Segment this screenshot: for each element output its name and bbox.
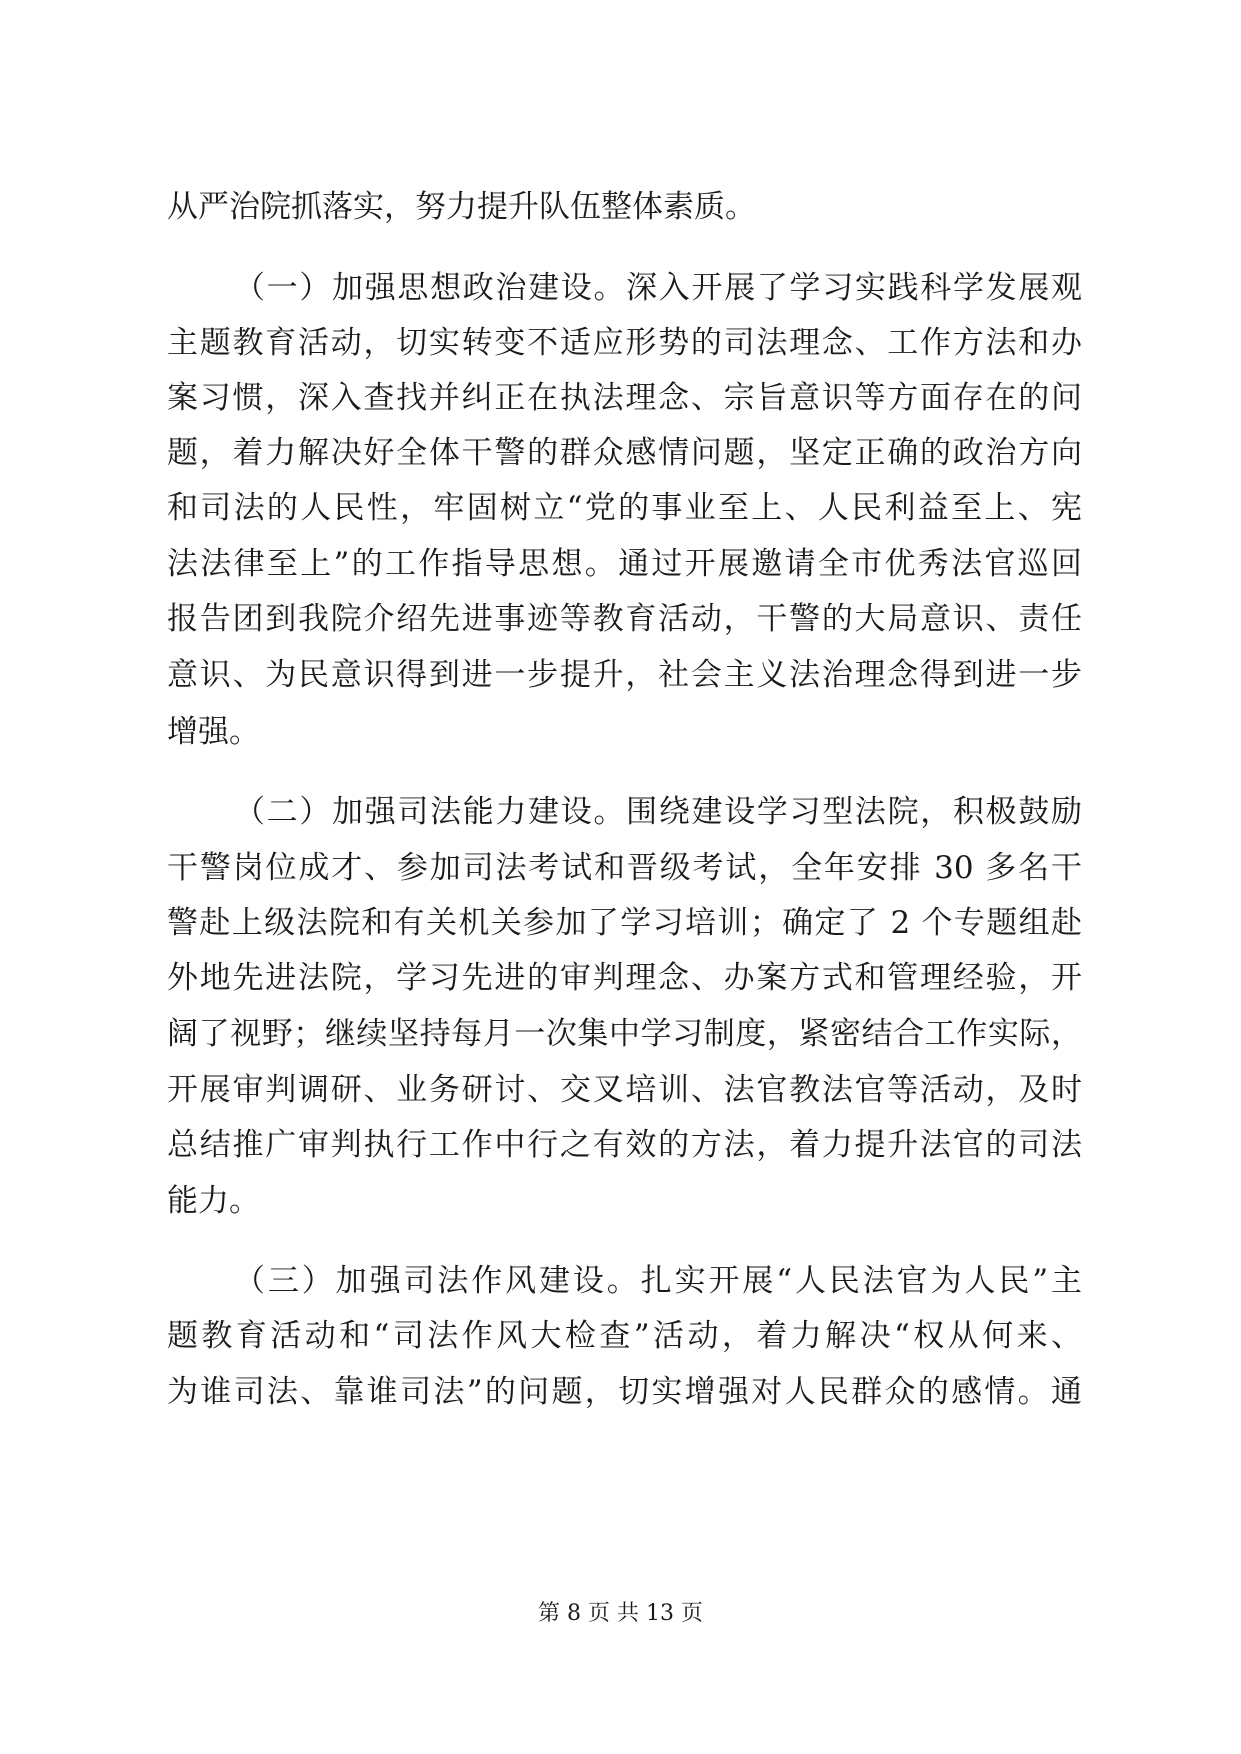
text-line: 报告团到我院介绍先进事迹等教育活动，干警的大局意识、责任: [167, 601, 1082, 637]
paragraph-heading-line: （二）加强司法能力建设。围绕建设学习型法院，积极鼓励: [234, 794, 1082, 830]
page-number: 第 8 页 共 13 页: [538, 1601, 703, 1626]
text-line: 主题教育活动，切实转变不适应形势的司法理念、工作方法和办: [167, 325, 1082, 361]
text-line: 法法律至上”的工作指导思想。通过开展邀请全市优秀法官巡回: [167, 546, 1082, 582]
text-line: 增强。: [167, 714, 260, 750]
text-line: 总结推广审判执行工作中行之有效的方法，着力提升法官的司法: [167, 1127, 1082, 1163]
text-line: 题，着力解决好全体干警的群众感情问题，坚定正确的政治方向: [167, 435, 1082, 471]
text-line: 案习惯，深入查找并纠正在执法理念、宗旨意识等方面存在的问: [167, 380, 1082, 416]
text-line: 从严治院抓落实，努力提升队伍整体素质。: [167, 189, 756, 225]
text-line: 干警岗位成才、参加司法考试和晋级考试，全年安排 30 多名干: [167, 850, 1082, 886]
text-line: 警赴上级法院和有关机关参加了学习培训；确定了 2 个专题组赴: [167, 905, 1082, 941]
text-line: 和司法的人民性，牢固树立“党的事业至上、人民利益至上、宪: [167, 490, 1082, 526]
text-line: 阔了视野；继续坚持每月一次集中学习制度，紧密结合工作实际，: [167, 1016, 1082, 1052]
paragraph-heading-line: （三）加强司法作风建设。扎实开展“人民法官为人民”主: [234, 1263, 1082, 1299]
text-line: 外地先进法院，学习先进的审判理念、办案方式和管理经验，开: [167, 960, 1082, 996]
text-line: 意识、为民意识得到进一步提升，社会主义法治理念得到进一步: [167, 657, 1082, 693]
text-line: 题教育活动和“司法作风大检查”活动，着力解决“权从何来、: [167, 1318, 1082, 1354]
paragraph-heading-line: （一）加强思想政治建设。深入开展了学习实践科学发展观: [234, 270, 1082, 306]
text-line: 开展审判调研、业务研讨、交叉培训、法官教法官等活动，及时: [167, 1072, 1082, 1108]
text-line: 能力。: [167, 1183, 260, 1219]
text-line: 为谁司法、靠谁司法”的问题，切实增强对人民群众的感情。通: [167, 1374, 1082, 1410]
